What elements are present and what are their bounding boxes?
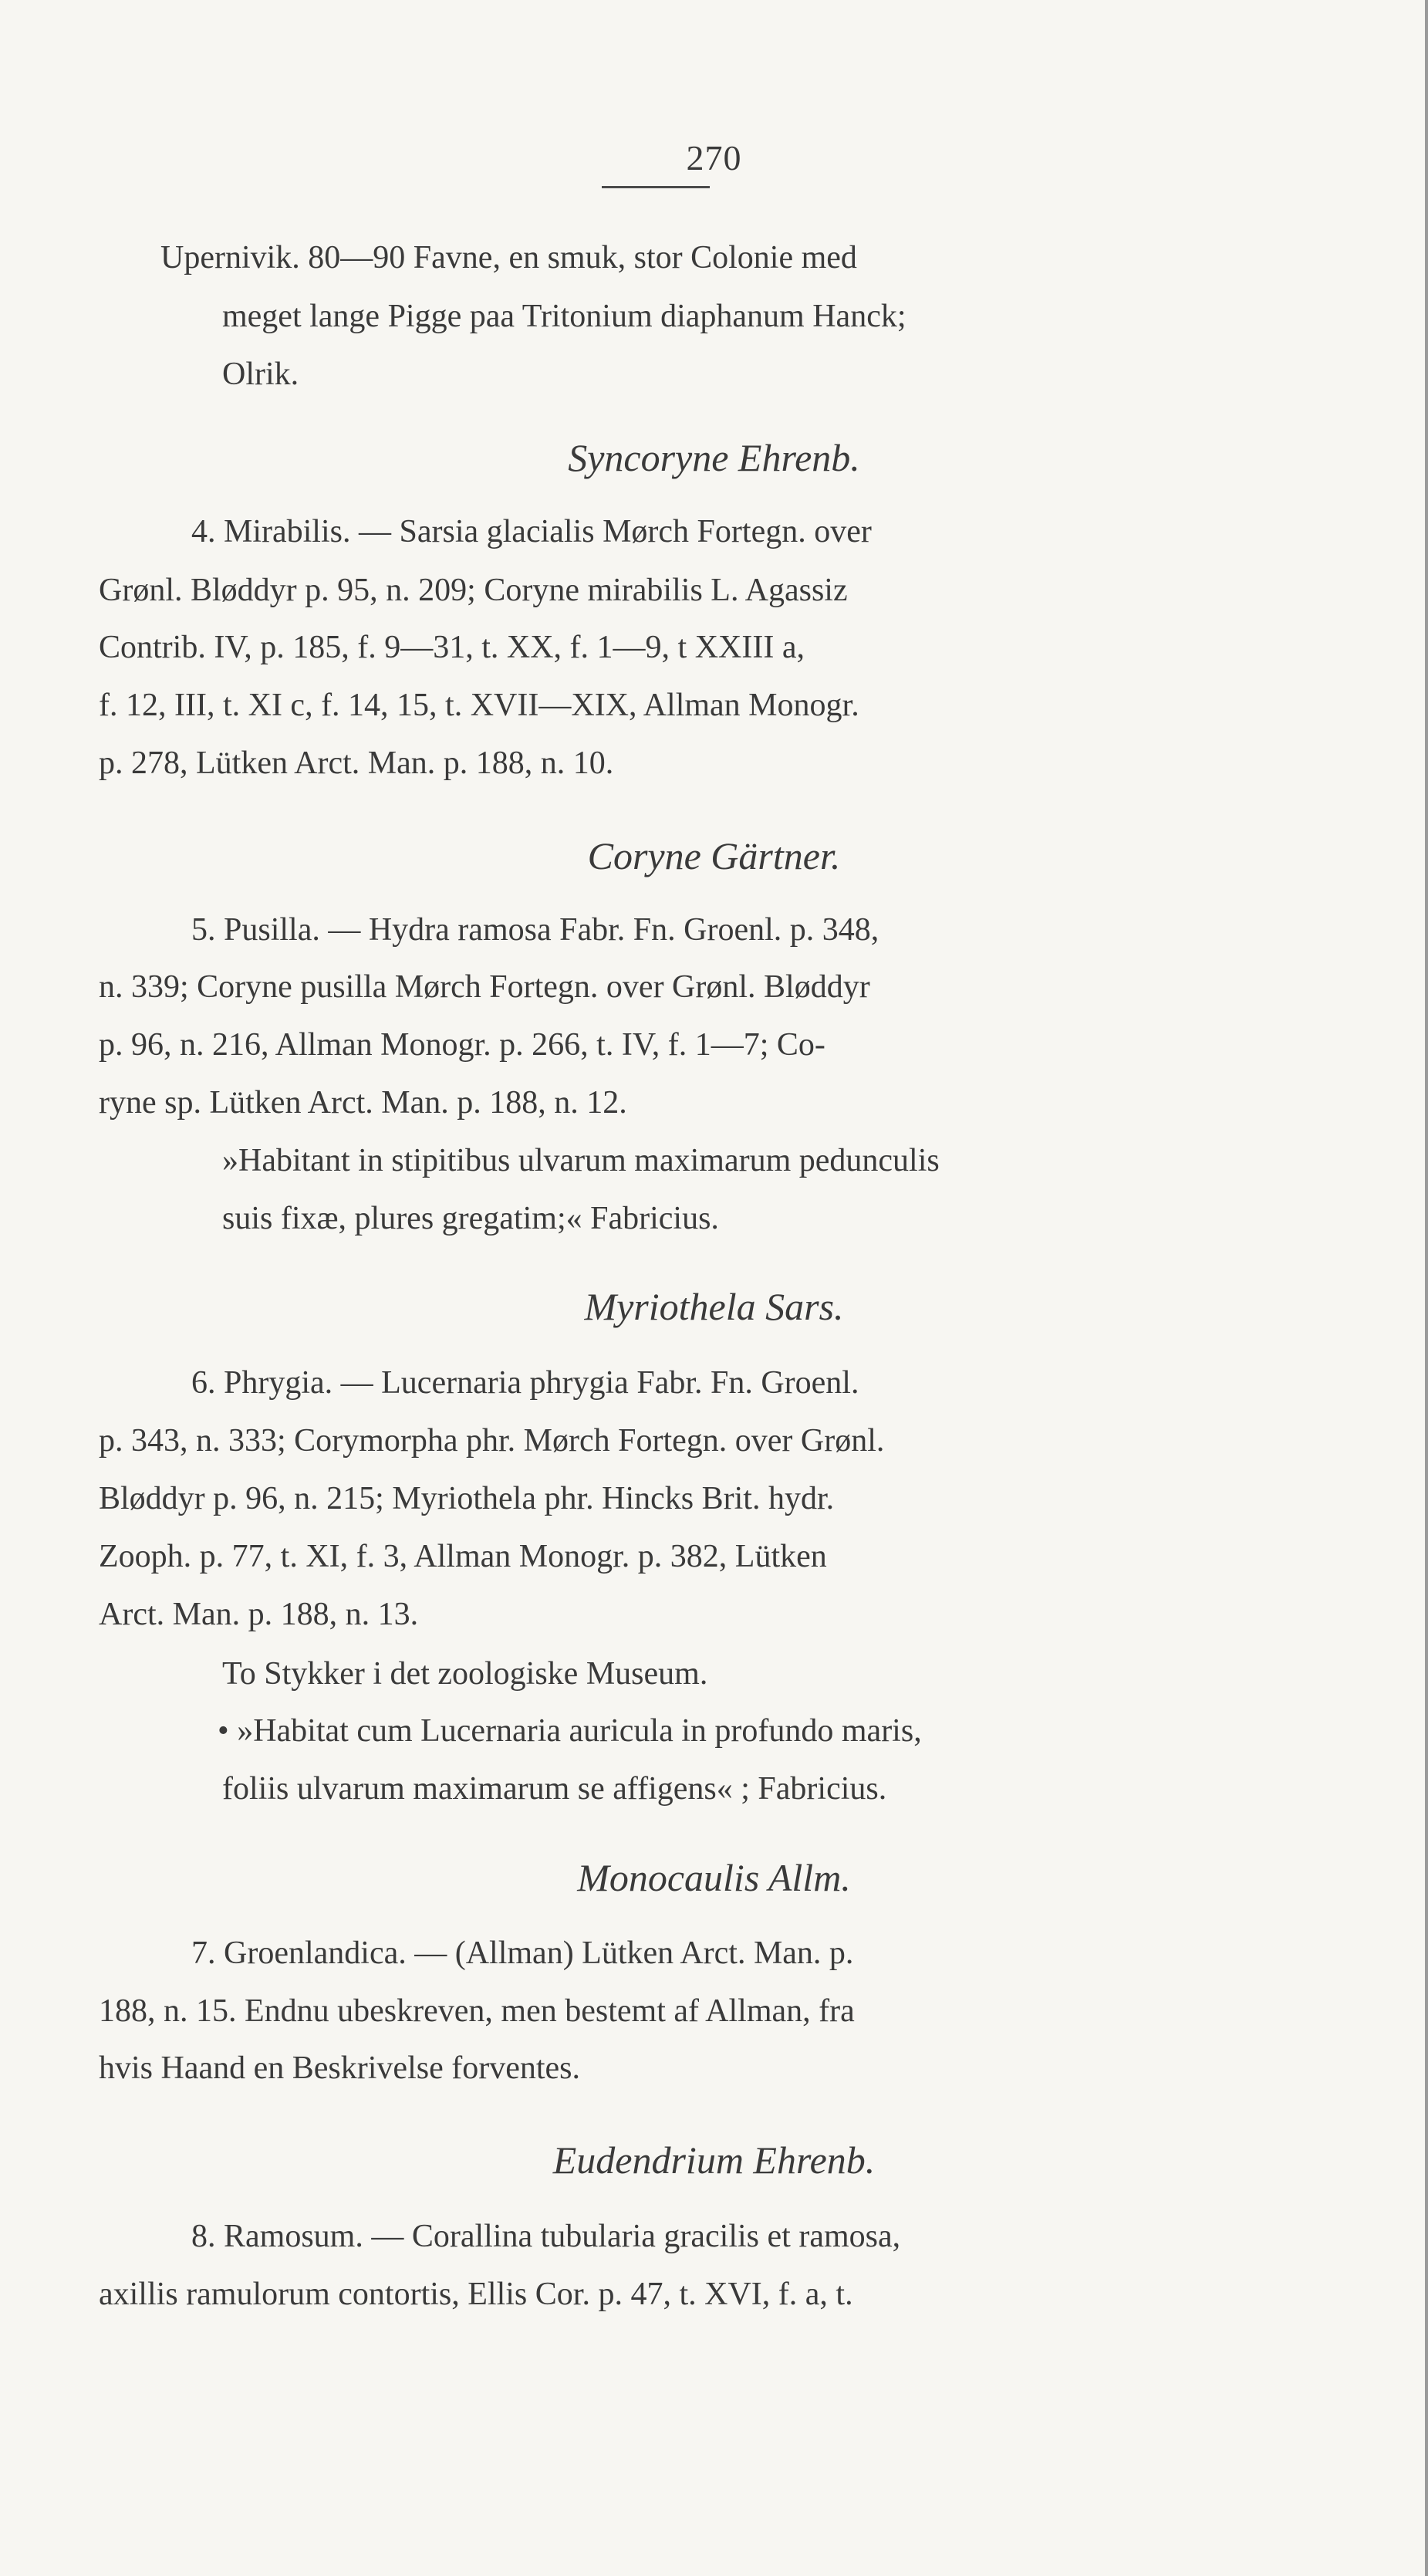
genus-heading: Coryne Gärtner. <box>587 834 841 877</box>
genus-heading: Myriothela Sars. <box>584 1285 844 1328</box>
text-line: Arct. Man. p. 188, n. 13. <box>99 1597 419 1632</box>
text-line: Upernivik. 80—90 Favne, en smuk, stor Colonie med <box>160 240 857 276</box>
text-line: meget lange Pigge paa Tritonium diaphanum Hanck; <box>222 299 906 334</box>
text-line: Contrib. IV, p. 185, f. 9—31, t. XX, f. 1—9, t XXIII a, <box>99 630 805 665</box>
text-line: 7. Groenlandica. — (Allman) Lütken Arct. Man. p. <box>191 1935 854 1971</box>
page-number-underline <box>602 186 710 188</box>
text-line: p. 96, n. 216, Allman Monogr. p. 266, t. IV, f. 1—7; Co- <box>99 1027 825 1063</box>
text-line: 188, n. 15. Endnu ubeskreven, men bestemt af Allman, fra <box>99 1993 855 2029</box>
text-line: Grønl. Bløddyr p. 95, n. 209; Coryne mirabilis L. Agassiz <box>99 573 848 608</box>
text-line: • »Habitat cum Lucernaria auricula in profundo maris, <box>218 1713 922 1749</box>
text-line: Olrik. <box>222 357 299 392</box>
text-line: To Stykker i det zoologiske Museum. <box>222 1656 708 1692</box>
text-line: Bløddyr p. 96, n. 215; Myriothela phr. Hincks Brit. hydr. <box>99 1481 835 1516</box>
genus-heading: Monocaulis Allm. <box>577 1856 851 1899</box>
text-line: hvis Haand en Beskrivelse forventes. <box>99 2050 580 2086</box>
text-line: axillis ramulorum contortis, Ellis Cor. p. 47, t. XVI, f. a, t. <box>99 2277 853 2312</box>
text-line: 5. Pusilla. — Hydra ramosa Fabr. Fn. Groenl. p. 348, <box>191 912 879 948</box>
text-line: Zooph. p. 77, t. XI, f. 3, Allman Monogr. p. 382, Lütken <box>99 1539 827 1574</box>
text-line: foliis ulvarum maximarum se affigens« ; Fabricius. <box>222 1771 887 1807</box>
text-line: 6. Phrygia. — Lucernaria phrygia Fabr. Fn. Groenl. <box>191 1365 859 1401</box>
text-line: »Habitant in stipitibus ulvarum maximarum pedunculis <box>222 1143 940 1178</box>
text-line: p. 343, n. 333; Corymorpha phr. Mørch Fortegn. over Grønl. <box>99 1423 885 1459</box>
page-number: 270 <box>686 138 742 177</box>
text-line: 4. Mirabilis. — Sarsia glacialis Mørch Fortegn. over <box>191 514 872 549</box>
genus-heading: Syncoryne Ehrenb. <box>568 436 860 479</box>
page-edge <box>1425 0 1428 2576</box>
text-line: n. 339; Coryne pusilla Mørch Fortegn. over Grønl. Bløddyr <box>99 969 870 1005</box>
text-line: p. 278, Lütken Arct. Man. p. 188, n. 10. <box>99 745 614 781</box>
genus-heading: Eudendrium Ehrenb. <box>552 2138 876 2182</box>
text-line: f. 12, III, t. XI c, f. 14, 15, t. XVII—XIX, Allman Monogr. <box>99 688 859 723</box>
text-line: 8. Ramosum. — Corallina tubularia gracilis et ramosa, <box>191 2219 901 2254</box>
text-line: suis fixæ, plures gregatim;« Fabricius. <box>222 1201 719 1236</box>
text-line: ryne sp. Lütken Arct. Man. p. 188, n. 12. <box>99 1085 627 1121</box>
